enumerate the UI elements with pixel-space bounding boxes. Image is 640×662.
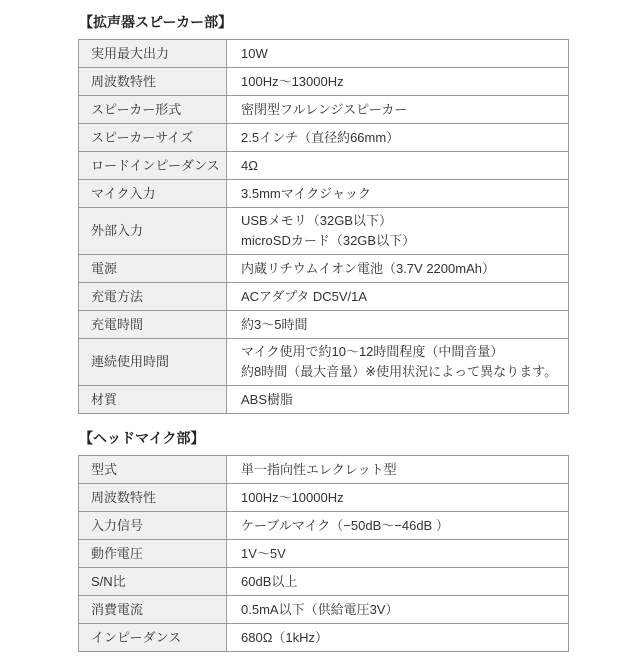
table-row: [79, 386, 569, 414]
table-row: [79, 40, 569, 68]
table-row: [79, 456, 569, 484]
spec-label: 動作電圧: [79, 540, 227, 568]
spec-value: 100Hz～10000Hz: [227, 484, 569, 512]
spec-table-head-microphone: [78, 455, 569, 652]
table-row: [79, 484, 569, 512]
spec-sheet: [78, 12, 569, 662]
spec-value: 4Ω: [227, 152, 569, 180]
spec-label: 連続使用時間: [79, 339, 227, 386]
table-row: [79, 311, 569, 339]
spec-value: 1V～5V: [227, 540, 569, 568]
spec-label: 電源: [79, 255, 227, 283]
spec-value: 10W: [227, 40, 569, 68]
table-row: [79, 624, 569, 652]
table-row: [79, 96, 569, 124]
spec-label: 外部入力: [79, 208, 227, 255]
spec-label: インピーダンス: [79, 624, 227, 652]
section-head-microphone: [78, 428, 569, 652]
table-row: [79, 512, 569, 540]
section-title-amplifier-speaker: 【拡声器スピーカー部】: [79, 14, 233, 30]
spec-label: 材質: [79, 386, 227, 414]
spec-label: 実用最大出力: [79, 40, 227, 68]
table-row: [79, 283, 569, 311]
spec-label: スピーカー形式: [79, 96, 227, 124]
spec-value: 単一指向性エレクレット型: [227, 456, 569, 484]
spec-value: 100Hz～13000Hz: [227, 68, 569, 96]
table-row: [79, 208, 569, 255]
spec-value: 2.5インチ（直径約66mm）: [227, 124, 569, 152]
spec-value: マイク使用で約10～12時間程度（中間音量） 約8時間（最大音量）※使用状況によって異なります。: [227, 339, 569, 386]
spec-label: 型式: [79, 456, 227, 484]
section-amplifier-speaker: [78, 12, 569, 414]
spec-label: ロードインピーダンス: [79, 152, 227, 180]
spec-label: 充電方法: [79, 283, 227, 311]
spec-label: 周波数特性: [79, 484, 227, 512]
spec-value: 内蔵リチウムイオン電池（3.7V 2200mAh）: [227, 255, 569, 283]
spec-value: 680Ω（1kHz）: [227, 624, 569, 652]
table-row: [79, 152, 569, 180]
table-row: [79, 596, 569, 624]
spec-value: ACアダプタ DC5V/1A: [227, 283, 569, 311]
spec-value: 0.5mA以下（供給電圧3V）: [227, 596, 569, 624]
spec-table-amplifier-speaker: [78, 39, 569, 414]
table-row: [79, 568, 569, 596]
spec-label: マイク入力: [79, 180, 227, 208]
spec-label: スピーカーサイズ: [79, 124, 227, 152]
spec-value: 密閉型フルレンジスピーカー: [227, 96, 569, 124]
table-row: [79, 68, 569, 96]
spec-label: 充電時間: [79, 311, 227, 339]
spec-value: 約3～5時間: [227, 311, 569, 339]
table-row: [79, 339, 569, 386]
spec-value: ABS樹脂: [227, 386, 569, 414]
spec-label: S/N比: [79, 568, 227, 596]
table-row: [79, 180, 569, 208]
spec-label: 周波数特性: [79, 68, 227, 96]
spec-value: 60dB以上: [227, 568, 569, 596]
spec-value: ケーブルマイク（−50dB～−46dB ）: [227, 512, 569, 540]
table-row: [79, 255, 569, 283]
spec-value: USBメモリ（32GB以下） microSDカード（32GB以下）: [227, 208, 569, 255]
spec-label: 消費電流: [79, 596, 227, 624]
spec-label: 入力信号: [79, 512, 227, 540]
section-title-head-microphone: 【ヘッドマイク部】: [79, 430, 205, 446]
table-row: [79, 124, 569, 152]
spec-value: 3.5mmマイクジャック: [227, 180, 569, 208]
table-row: [79, 540, 569, 568]
